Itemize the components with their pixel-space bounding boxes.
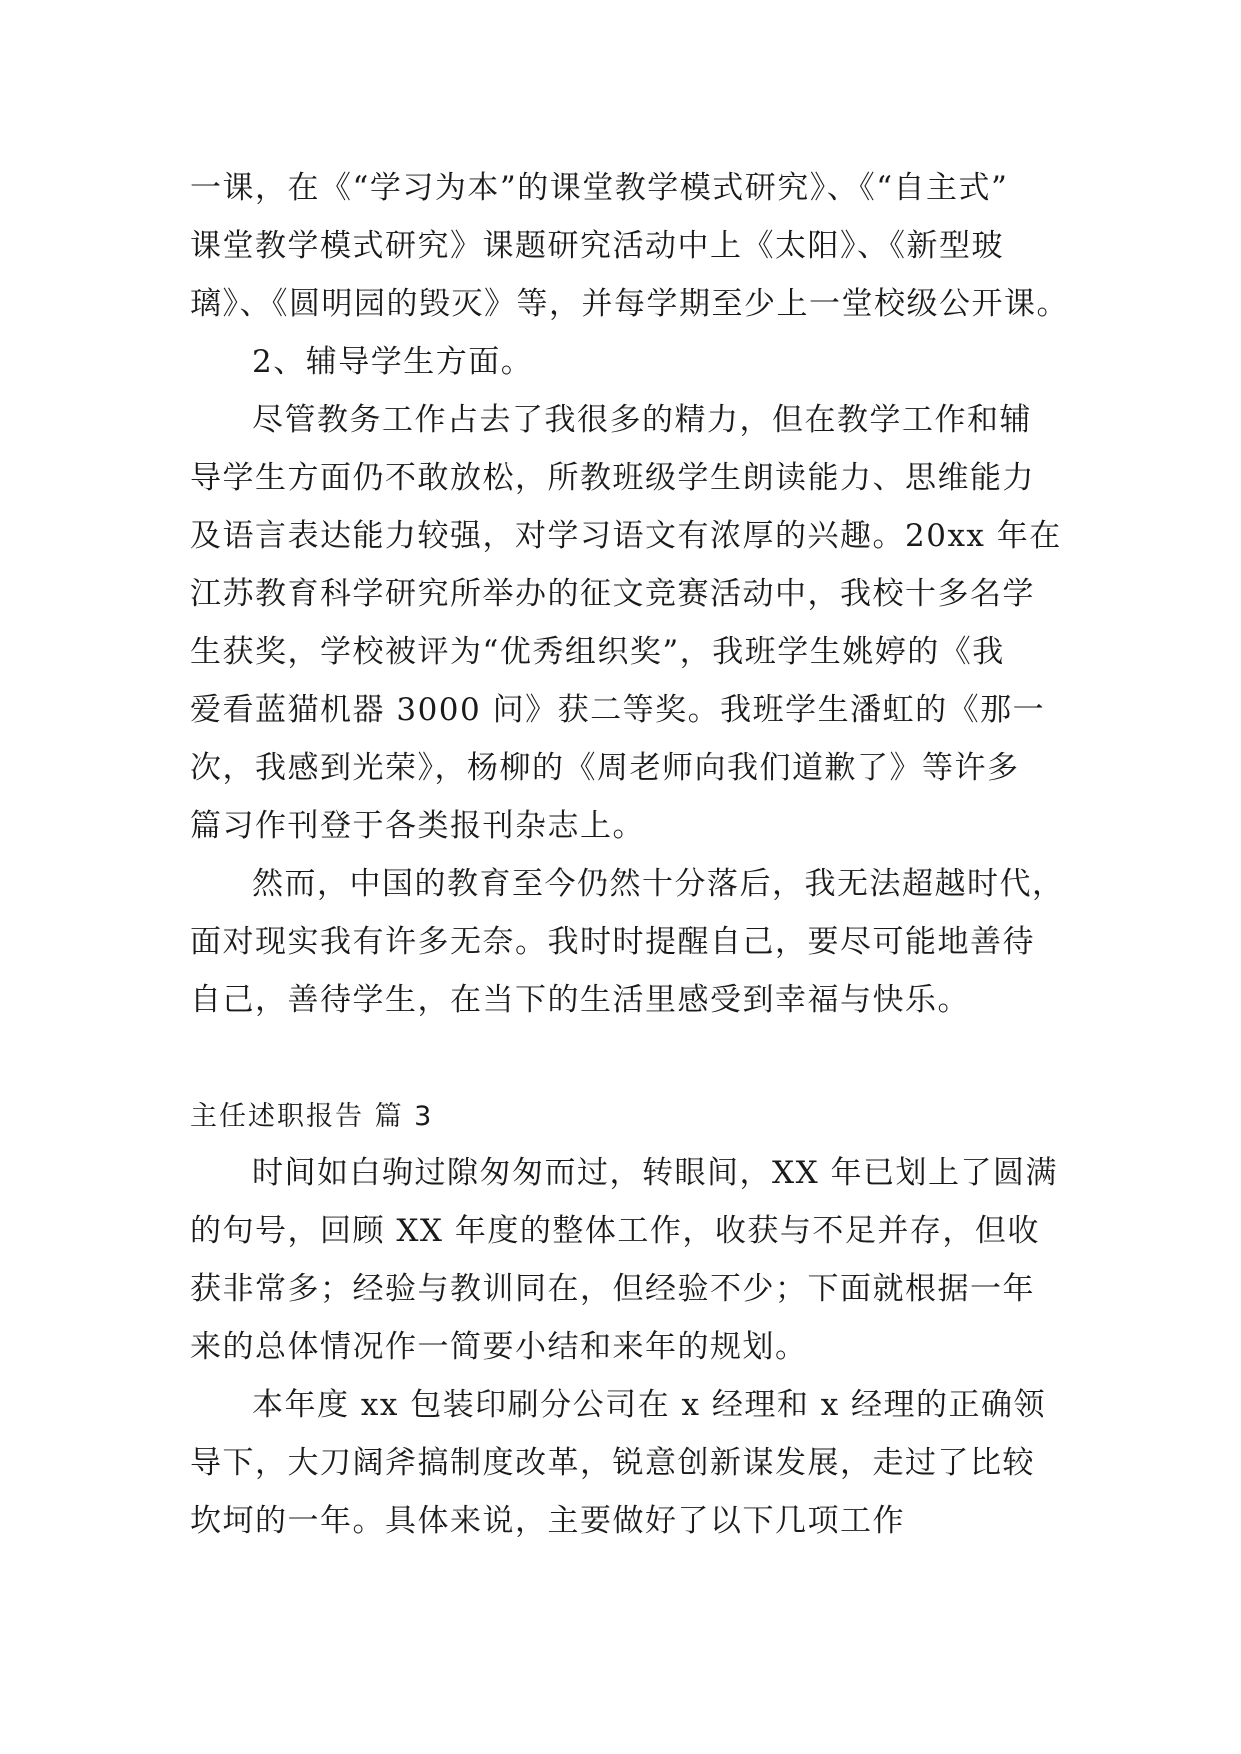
text-line: 生获奖，学校被评为“优秀组织奖”，我班学生姚婷的《我 <box>190 634 1005 670</box>
text-line: 来的总体情况作一简要小结和来年的规划。 <box>190 1329 808 1365</box>
text-line: 自己，善待学生，在当下的生活里感受到幸福与快乐。 <box>190 982 970 1018</box>
text-line: 及语言表达能力较强，对学习语文有浓厚的兴趣。20xx 年在 <box>190 518 1062 554</box>
text-line: 导学生方面仍不敢放松，所教班级学生朗读能力、思维能力 <box>190 460 1035 496</box>
text-line: 爱看蓝猫机器 3000 问》获二等奖。我班学生潘虹的《那一 <box>190 692 1046 728</box>
section-heading: 主任述职报告 篇 3 <box>190 1101 434 1132</box>
text-line: 获非常多；经验与教训同在，但经验不少；下面就根据一年 <box>190 1271 1035 1307</box>
text-line: 一课，在《“学习为本”的课堂教学模式研究》、《“自主式” <box>190 170 1009 206</box>
text-line: 璃》、《圆明园的毁灭》等，并每学期至少上一堂校级公开课。 <box>190 286 1069 322</box>
text-line: 江苏教育科学研究所举办的征文竞赛活动中，我校十多名学 <box>190 576 1035 612</box>
subheading-line: 2、辅导学生方面。 <box>252 344 534 380</box>
text-line: 的句号，回顾 XX 年度的整体工作，收获与不足并存，但收 <box>190 1213 1040 1249</box>
text-line: 时间如白驹过隙匆匆而过，转眼间，XX 年已划上了圆满 <box>252 1155 1058 1191</box>
text-line: 然而，中国的教育至今仍然十分落后，我无法超越时代， <box>252 866 1065 902</box>
text-line: 篇习作刊登于各类报刊杂志上。 <box>190 808 645 844</box>
text-line: 面对现实我有许多无奈。我时时提醒自己，要尽可能地善待 <box>190 924 1035 960</box>
text-line: 次，我感到光荣》，杨柳的《周老师向我们道歉了》等许多 <box>190 750 1020 786</box>
text-line: 本年度 xx 包装印刷分公司在 x 经理和 x 经理的正确领 <box>252 1387 1047 1423</box>
text-line: 尽管教务工作占去了我很多的精力，但在教学工作和辅 <box>252 402 1032 438</box>
text-line: 导下，大刀阔斧搞制度改革，锐意创新谋发展，走过了比较 <box>190 1445 1035 1481</box>
text-line: 课堂教学模式研究》课题研究活动中上《太阳》、《新型玻 <box>190 228 1004 264</box>
text-line: 坎坷的一年。具体来说，主要做好了以下几项工作 <box>190 1503 905 1539</box>
